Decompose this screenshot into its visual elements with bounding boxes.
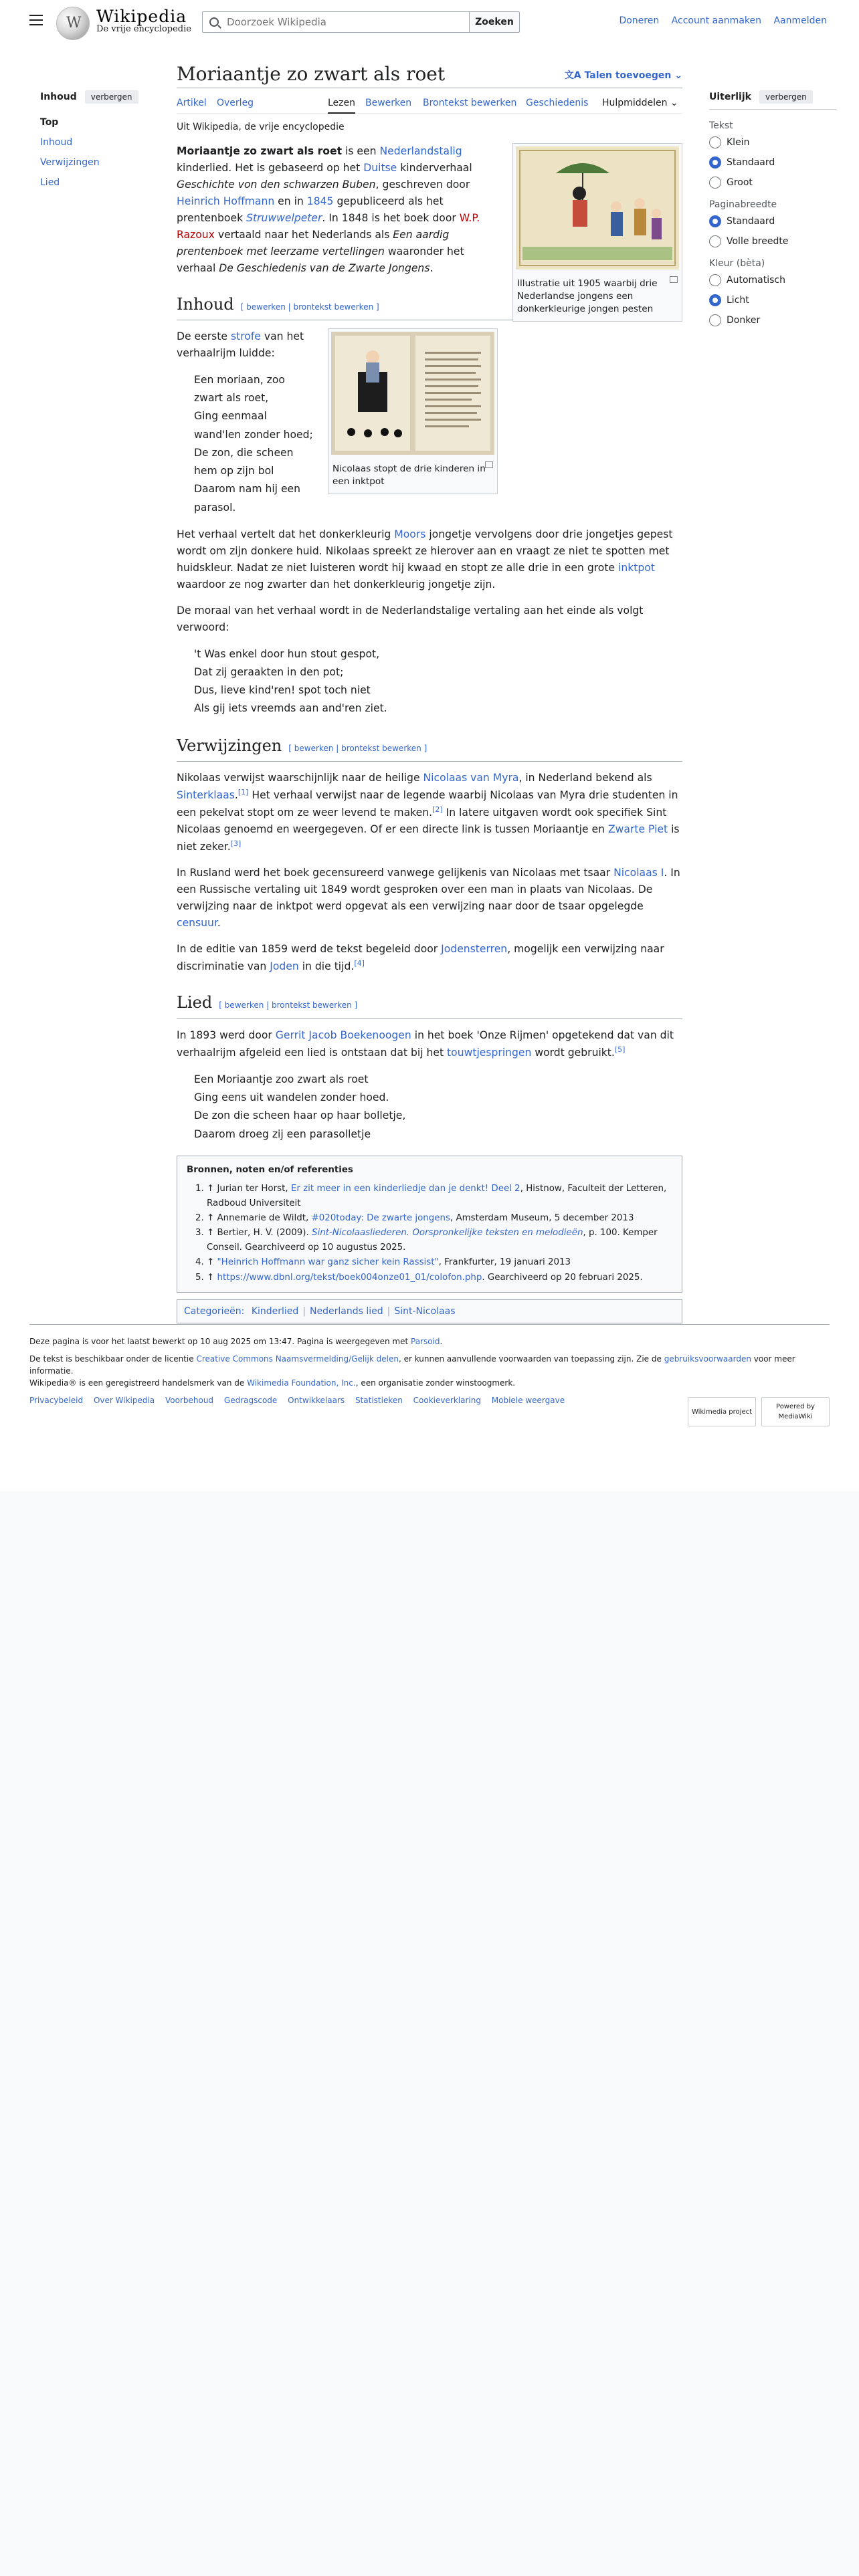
text: in het boek 'Onze Rijmen' opgetekend dat van dit verhaalrijm afgeleid een lied is ontstaan dat bij het bbox=[177, 1029, 674, 1059]
category-link[interactable]: Sint-Nicolaas bbox=[394, 1305, 456, 1317]
footer-link[interactable]: Statistieken bbox=[355, 1396, 403, 1405]
footer-link[interactable]: Voorbehoud bbox=[165, 1396, 214, 1405]
link-struwwelpeter[interactable]: Struwwelpeter bbox=[246, 211, 322, 224]
radio-label: Klein bbox=[727, 137, 750, 148]
figure-inktpot bbox=[328, 328, 498, 494]
tab-geschiedenis[interactable]: Geschiedenis bbox=[526, 98, 589, 108]
text: Nikolaas verwijst waarschijnlijk naar de heilige bbox=[177, 772, 423, 784]
heading-text: Inhoud bbox=[177, 294, 234, 314]
wikimedia-badge[interactable]: Wikimedia project bbox=[688, 1397, 756, 1426]
radio-width-full[interactable] bbox=[709, 235, 836, 247]
poem-line: Een moriaan, zoo zwart als roet, bbox=[194, 373, 285, 405]
radio-label: Volle breedte bbox=[727, 236, 789, 247]
language-icon: 文A bbox=[564, 70, 585, 81]
footer-link[interactable]: Mobiele weergave bbox=[491, 1396, 565, 1405]
text: in die tijd. bbox=[298, 960, 355, 973]
text: kinderlied. Het is gebaseerd op het bbox=[177, 161, 364, 174]
paragraph: Nikolaas verwijst waarschijnlijk naar de heilige Nicolaas van Myra, in Nederland bekend als Sinterklaas.[1] Het verhaal verwijst naar de legende waarbij Nicolaas van Myra drie studenten in een pekelvat stopt om ze weer levend te maken.[2] In latere uitgaven wordt ook specifiek Sint Nicolaas genoemd en weergegeven. Of er een directe link is tussen Moriaantje en Zwarte Piet is niet zeker.[3] bbox=[177, 772, 680, 853]
radio-label: Automatisch bbox=[727, 275, 785, 286]
link-jodensterren[interactable]: Jodensterren bbox=[441, 943, 508, 956]
reference-item bbox=[207, 1255, 672, 1270]
text: . bbox=[440, 1337, 443, 1346]
radio-label: Groot bbox=[727, 177, 753, 188]
inktpot-image[interactable] bbox=[331, 332, 494, 455]
footer-license bbox=[29, 1353, 830, 1389]
citation[interactable]: [1] bbox=[237, 788, 249, 797]
radio-width-standard[interactable] bbox=[709, 215, 836, 227]
page-title: Moriaantje zo zwart als roet bbox=[177, 63, 446, 85]
text: , geschreven door bbox=[375, 178, 470, 191]
site-header bbox=[0, 0, 859, 44]
language-label: Talen toevoegen bbox=[584, 70, 672, 81]
intro-bold: Moriaantje zo zwart als roet bbox=[177, 145, 343, 157]
separator: | bbox=[387, 1305, 391, 1317]
text: In latere uitgaven wordt ook specifiek Sint Nicolaas genoemd en weergegeven. Of er een directe link is tussen Moriaantje en bbox=[177, 807, 667, 836]
text: . In een Russische vertaling uit 1849 wordt gesproken over een man in plaats van Nicolaas. De verwijzing naar de inktpot werd opgevat als een verwijzing naar door de tsaar opgelegde bbox=[177, 867, 680, 913]
chevron-down-icon: ⌄ bbox=[667, 98, 678, 108]
poem-line: Daarom droeg zij een parasolletje bbox=[194, 1128, 371, 1140]
reference-item bbox=[207, 1182, 672, 1211]
text: . Gearchiveerd op 20 februari 2025. bbox=[482, 1272, 643, 1283]
poem-line: Dat zij geraakten in den pot; bbox=[194, 665, 344, 678]
text: , p. 100. Kemper Conseil. Gearchiveerd op 10 augustus 2025. bbox=[207, 1228, 658, 1253]
text: waardoor ze nog zwarter dan het donkerkleurig jongetje zijn. bbox=[177, 578, 496, 591]
text: . bbox=[217, 917, 221, 930]
enlarge-icon[interactable] bbox=[670, 276, 678, 283]
tagline: De vrije encyclopedie bbox=[96, 24, 191, 34]
radio-color-dark[interactable] bbox=[709, 314, 836, 326]
text: De eerste bbox=[177, 330, 231, 342]
text: , in Nederland bekend als bbox=[518, 772, 652, 784]
toc-item-top[interactable]: Top bbox=[40, 117, 59, 128]
citation[interactable]: [5] bbox=[614, 1045, 626, 1054]
reference-link[interactable]: Er zit meer in een kinderliedje dan je denkt! Deel 2 bbox=[290, 1183, 520, 1194]
text: van het verhaalrijm luidde: bbox=[177, 330, 304, 359]
heading-text: Lied bbox=[177, 993, 213, 1012]
references-list bbox=[187, 1182, 672, 1285]
text: voor meer informatie. bbox=[29, 1354, 795, 1376]
poem-line: Als gij iets vreemds aan and'ren ziet. bbox=[194, 702, 387, 715]
page-footer bbox=[29, 1324, 830, 1420]
reference-item bbox=[207, 1226, 672, 1255]
link-joden[interactable]: Joden bbox=[270, 960, 299, 973]
text: , een organisatie zonder winstoogmerk. bbox=[355, 1378, 516, 1388]
create-account-link[interactable]: Account aanmaken bbox=[671, 15, 761, 26]
separator: | bbox=[302, 1305, 306, 1317]
appearance-hide-button[interactable]: verbergen bbox=[759, 90, 813, 104]
poem-lied bbox=[194, 1071, 682, 1144]
text: kinderverhaal bbox=[397, 161, 472, 174]
width-label: Paginabreedte bbox=[709, 199, 777, 210]
link-heinrich-hoffmann[interactable]: Heinrich Hoffmann bbox=[177, 195, 275, 207]
references-title: Bronnen, noten en/of referenties bbox=[187, 1164, 353, 1175]
text: gepubliceerd als het prentenboek bbox=[177, 195, 444, 224]
link-nicolaas-van-myra[interactable]: Nicolaas van Myra bbox=[423, 772, 519, 784]
search-icon bbox=[209, 17, 219, 27]
edit-links: [ bewerken | brontekst bewerken ] bbox=[219, 1000, 358, 1010]
reference-item bbox=[207, 1211, 672, 1226]
mediawiki-badge[interactable]: Powered by MediaWiki bbox=[761, 1397, 830, 1426]
link-wp-razoux[interactable]: W.P. Razoux bbox=[177, 211, 480, 241]
reference-item bbox=[207, 1271, 672, 1285]
reference-link[interactable]: #020today: De zwarte jongens bbox=[311, 1213, 450, 1224]
text: . bbox=[430, 261, 434, 274]
text: is een bbox=[342, 145, 380, 157]
search-input[interactable] bbox=[225, 12, 466, 32]
link-censuur[interactable]: censuur bbox=[177, 917, 217, 930]
footer-link[interactable]: Over Wikipedia bbox=[93, 1396, 155, 1405]
footer-link[interactable]: Gedragscode bbox=[223, 1396, 278, 1405]
radio-text-small[interactable] bbox=[709, 136, 836, 148]
text: Wikipedia® is een geregistreerd handelsmerk van de bbox=[29, 1378, 248, 1388]
poem-verse-2 bbox=[194, 645, 682, 718]
text: wordt gebruikt. bbox=[531, 1046, 615, 1059]
tools-menu[interactable] bbox=[602, 98, 678, 108]
link-1845[interactable]: 1845 bbox=[306, 195, 334, 207]
radio-text-standard[interactable] bbox=[709, 156, 836, 169]
color-label: Kleur (bèta) bbox=[709, 258, 765, 269]
edit-link[interactable]: bewerken bbox=[246, 302, 286, 312]
toc-item-lied[interactable]: Lied bbox=[40, 177, 60, 188]
text: ↑ Jurian ter Horst, bbox=[207, 1183, 291, 1194]
poem-line: Daarom nam hij een parasol. bbox=[194, 483, 301, 514]
radio-button[interactable] bbox=[709, 235, 721, 247]
tab-bewerken[interactable]: Bewerken bbox=[365, 98, 412, 108]
tab-lezen[interactable]: Lezen bbox=[328, 98, 355, 114]
tools-label: Hulpmiddelen bbox=[602, 98, 668, 108]
page-tabs bbox=[177, 88, 682, 114]
text: Het verhaal verwijst naar de legende waarbij Nicolaas van Myra drie studenten in een pekelvat stopt om ze weer levend te maken. bbox=[177, 789, 678, 819]
text: ↑ Bertier, H. V. (2009). bbox=[207, 1228, 312, 1239]
paragraph bbox=[177, 941, 682, 975]
tab-brontekst-bewerken[interactable]: Brontekst bewerken bbox=[423, 98, 517, 108]
search-button[interactable]: Zoeken bbox=[469, 11, 520, 33]
wikipedia-logo-icon[interactable] bbox=[56, 7, 90, 40]
link-nederlandstalig[interactable]: Nederlandstalig bbox=[379, 145, 462, 157]
edit-source-link[interactable]: brontekst bewerken bbox=[341, 743, 421, 753]
text: is niet zeker. bbox=[177, 823, 680, 853]
footer-link[interactable]: Cookieverklaring bbox=[413, 1396, 481, 1405]
paragraph bbox=[177, 526, 682, 593]
article-body bbox=[177, 143, 682, 1323]
appearance-panel bbox=[709, 90, 836, 334]
categories-label[interactable]: Categorieën: bbox=[184, 1305, 245, 1317]
poem-line: 't Was enkel door hun stout gespot, bbox=[194, 647, 380, 660]
text: , Histnow, Faculteit der Letteren, Radboud Universiteit bbox=[207, 1183, 667, 1209]
text: In 1893 werd door bbox=[177, 1029, 276, 1041]
text: De tekst is beschikbaar onder de licentie bbox=[29, 1354, 197, 1364]
link-moors[interactable]: Moors bbox=[394, 528, 426, 541]
paragraph bbox=[177, 865, 682, 932]
illustration-image[interactable] bbox=[516, 146, 679, 270]
radio-button-selected[interactable] bbox=[709, 215, 721, 227]
text: en in bbox=[274, 195, 307, 207]
text: jongetje vervolgens door drie jongetjes gepest wordt om zijn donkere huid. Nikolaas spreekt ze hierover aan en vraagt ze niet te spotten met huidskleur. Nadat ze niet luisteren wordt hij kwaad en stopt ze alle drie in een grote bbox=[177, 528, 673, 574]
tab-artikel[interactable]: Artikel bbox=[177, 98, 207, 108]
italic-title: De Geschiedenis van de Zwarte Jongens bbox=[219, 261, 430, 274]
radio-label: Standaard bbox=[727, 216, 775, 227]
radio-color-light[interactable] bbox=[709, 294, 836, 306]
text: , Amsterdam Museum, 5 december 2013 bbox=[450, 1213, 634, 1224]
paragraph: De moraal van het verhaal wordt in de Nederlandstalige vertaling aan het einde als volgt verwoord: bbox=[177, 604, 644, 633]
radio-color-auto[interactable] bbox=[709, 274, 836, 286]
categories-box bbox=[177, 1299, 682, 1323]
appearance-title: Uiterlijk bbox=[709, 92, 751, 102]
text: ↑ bbox=[207, 1257, 217, 1268]
references-box bbox=[177, 1156, 682, 1293]
poem-line: Ging eenmaal wand'len zonder hoed; bbox=[194, 410, 313, 441]
citation[interactable]: [4] bbox=[354, 959, 365, 968]
radio-button-selected[interactable] bbox=[709, 294, 721, 306]
text: , Frankfurter, 19 januari 2013 bbox=[438, 1257, 571, 1268]
personal-tools bbox=[609, 15, 827, 26]
reference-link[interactable]: https://www.dbnl.org/tekst/boek004onze01_01/colofon.php bbox=[217, 1272, 482, 1283]
radio-text-large[interactable] bbox=[709, 177, 836, 189]
poem-line: Ging eens uit wandelen zonder hoed. bbox=[194, 1091, 389, 1103]
figure-caption: Nicolaas stopt de drie kinderen in een inktpot bbox=[332, 463, 486, 487]
link-inktpot[interactable]: inktpot bbox=[618, 561, 655, 574]
link-terms[interactable]: gebruiksvoorwaarden bbox=[664, 1354, 751, 1364]
link-wikimedia[interactable]: Wikimedia Foundation, Inc. bbox=[247, 1378, 356, 1388]
wordmark[interactable]: Wikipedia bbox=[96, 7, 187, 26]
italic-title: Geschichte von den schwarzen Buben bbox=[177, 178, 376, 191]
poem-line: De zon, die scheen hem op zijn bol bbox=[194, 446, 294, 477]
link-duitse[interactable]: Duitse bbox=[363, 161, 397, 174]
figure-caption: Illustratie uit 1905 waarbij drie Nederlandse jongens een donkerkleurige jongen pesten bbox=[517, 278, 658, 315]
text: Deze pagina is voor het laatst bewerkt op 10 aug 2025 om 13:47. Pagina is weergegeven met bbox=[29, 1337, 411, 1346]
toc-title: Inhoud bbox=[40, 92, 77, 102]
donate-link[interactable]: Doneren bbox=[619, 15, 660, 26]
link-nicolaas-i[interactable]: Nicolaas I bbox=[613, 867, 664, 879]
toc-hide-button[interactable]: verbergen bbox=[85, 90, 138, 104]
radio-button-selected[interactable] bbox=[709, 156, 721, 169]
text: In de editie van 1859 werd de tekst begeleid door bbox=[177, 943, 442, 956]
heading-text: Verwijzingen bbox=[177, 736, 282, 755]
link-touwtjespringen[interactable]: touwtjespringen bbox=[447, 1046, 532, 1059]
edit-links: [ bewerken | brontekst bewerken ] bbox=[288, 743, 427, 753]
reference-link[interactable]: Sint-Nicolaasliederen. Oorspronkelijke teksten en melodieën bbox=[311, 1228, 583, 1239]
link-sinterklaas[interactable]: Sinterklaas bbox=[177, 789, 235, 802]
table-of-contents bbox=[40, 90, 161, 197]
link-zwarte-piet[interactable]: Zwarte Piet bbox=[607, 823, 668, 836]
radio-button[interactable] bbox=[709, 274, 721, 286]
radio-button[interactable] bbox=[709, 314, 721, 326]
footer-lastmod bbox=[29, 1335, 830, 1348]
text: ↑ Annemarie de Wildt, bbox=[207, 1213, 312, 1224]
citation[interactable]: [2] bbox=[432, 805, 443, 815]
main-content bbox=[177, 59, 682, 1323]
search-box[interactable] bbox=[202, 11, 470, 33]
text: Het verhaal vertelt dat het donkerkleurig bbox=[177, 528, 395, 541]
site-sub: Uit Wikipedia, de vrije encyclopedie bbox=[177, 122, 345, 132]
radio-button[interactable] bbox=[709, 136, 721, 148]
radio-label: Licht bbox=[727, 295, 749, 306]
text: waaronder het verhaal bbox=[177, 245, 464, 274]
radio-button[interactable] bbox=[709, 177, 721, 189]
chevron-down-icon: ⌄ bbox=[671, 70, 682, 81]
footer-link[interactable]: Privacybeleid bbox=[29, 1396, 84, 1405]
edit-source-link[interactable]: brontekst bewerken bbox=[293, 302, 374, 312]
footer-badges bbox=[682, 1397, 830, 1426]
reference-link[interactable]: "Heinrich Hoffmann war ganz sicher kein Rassist" bbox=[217, 1257, 439, 1268]
poem-line: De zon die scheen haar op haar bolletje, bbox=[194, 1109, 406, 1122]
language-button[interactable] bbox=[565, 68, 682, 82]
toc-item-inhoud[interactable]: Inhoud bbox=[40, 137, 73, 148]
section-heading-lied bbox=[177, 990, 682, 1018]
link-boekenoogen[interactable]: Gerrit Jacob Boekenoogen bbox=[275, 1029, 411, 1041]
citation[interactable]: [3] bbox=[230, 839, 242, 849]
poem-line: Een Moriaantje zoo zwart als roet bbox=[194, 1073, 369, 1085]
edit-link[interactable]: bewerken bbox=[224, 1000, 264, 1010]
text: vertaald naar het Nederlands als bbox=[214, 228, 393, 241]
paragraph bbox=[177, 1027, 682, 1061]
edit-source-link[interactable]: brontekst bewerken bbox=[272, 1000, 352, 1010]
section-heading-verwijzingen bbox=[177, 733, 682, 762]
category-link[interactable]: Kinderlied bbox=[251, 1305, 299, 1317]
footer-link[interactable]: Ontwikkelaars bbox=[288, 1396, 345, 1405]
text: . In 1848 is het boek door bbox=[322, 211, 460, 224]
edit-link[interactable]: bewerken bbox=[294, 743, 334, 753]
link-parsoid[interactable]: Parsoid bbox=[411, 1337, 440, 1346]
text: In Rusland werd het boek gecensureerd vanwege gelijkenis van Nicolaas met tsaar bbox=[177, 867, 614, 879]
radio-label: Standaard bbox=[727, 157, 775, 168]
category-link[interactable]: Nederlands lied bbox=[310, 1305, 383, 1317]
italic-title: Een aardig prentenboek met leerzame vertellingen bbox=[177, 228, 450, 257]
radio-label: Donker bbox=[727, 315, 761, 326]
poem-line: Dus, lieve kind'ren! spot toch niet bbox=[194, 684, 371, 697]
toc-item-verwijzingen[interactable]: Verwijzingen bbox=[40, 157, 100, 168]
tab-overleg[interactable]: Overleg bbox=[217, 98, 254, 108]
text-size-label: Tekst bbox=[709, 120, 733, 131]
link-strofe[interactable]: strofe bbox=[230, 330, 261, 342]
edit-links: [ bewerken | brontekst bewerken ] bbox=[240, 302, 379, 312]
login-link[interactable]: Aanmelden bbox=[773, 15, 827, 26]
link-license[interactable]: Creative Commons Naamsvermelding/Gelijk delen bbox=[196, 1354, 399, 1364]
text: ↑ bbox=[207, 1272, 217, 1283]
menu-icon[interactable] bbox=[29, 15, 43, 25]
enlarge-icon[interactable] bbox=[485, 461, 493, 468]
text: , er kunnen aanvullende voorwaarden van toepassing zijn. Zie de bbox=[398, 1354, 664, 1364]
figure-illustration-1905 bbox=[512, 143, 682, 322]
text: , mogelijk een verwijzing naar discriminatie van bbox=[177, 943, 664, 973]
